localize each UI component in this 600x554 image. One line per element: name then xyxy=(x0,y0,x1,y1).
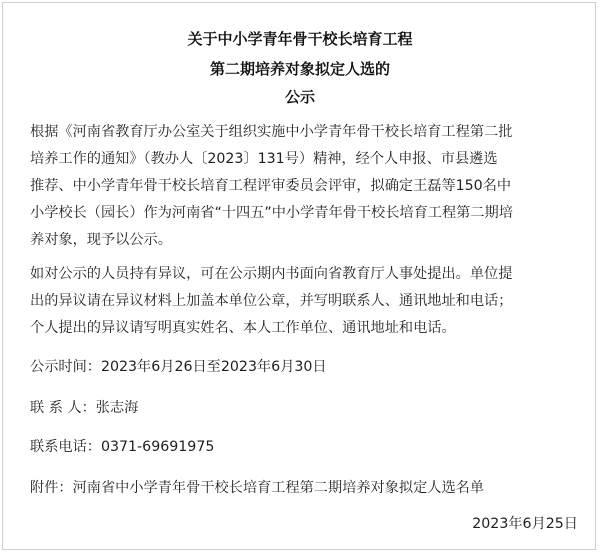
paragraph-objection xyxy=(30,261,580,342)
paragraph-line: 根据《河南省教育厅办公室关于组织实施中小学青年骨干校长培育工程第二批 xyxy=(30,124,513,140)
publicity-time: 公示时间：2023年6月26日至2023年6月30日 xyxy=(30,359,327,375)
paragraph-line: 出的异议请在异议材料上加盖本单位公章，并写明联系人、通讯地址和电话； xyxy=(30,293,513,309)
paragraph-line: 小学校长（园长）作为河南省“十四五”中小学青年骨干校长培育工程第二期培 xyxy=(30,205,513,221)
paragraph-line: 养对象，现予以公示。 xyxy=(30,232,172,248)
contact-phone: 联系电话：0371-69691975 xyxy=(30,439,215,455)
title-line-3: 公示 xyxy=(284,88,315,106)
issue-date: 2023年6月25日 xyxy=(472,516,578,532)
paragraph-line: 个人提出的异议请写明真实姓名、本人工作单位、通讯地址和电话。 xyxy=(30,320,456,336)
paragraph-line: 培养工作的通知》（教办人〔2023〕131号）精神，经个人申报、市县遴选 xyxy=(30,151,498,167)
title-line-2: 第二期培养对象拟定人选的 xyxy=(209,60,390,78)
paragraph-basis xyxy=(30,119,580,254)
contact-person: 联 系 人：张志海 xyxy=(30,400,139,416)
paragraph-line: 推荐、中小学青年骨干校长培育工程评审委员会评审，拟确定王磊等150名中 xyxy=(30,178,512,194)
title-line-1: 关于中小学青年骨干校长培育工程 xyxy=(187,30,413,48)
paragraph-line: 如对公示的人员持有异议，可在公示期内书面向省教育厅人事处提出。单位提 xyxy=(30,266,513,282)
attachment-line: 附件：河南省中小学青年骨干校长培育工程第二期培养对象拟定人选名单 xyxy=(30,480,485,496)
